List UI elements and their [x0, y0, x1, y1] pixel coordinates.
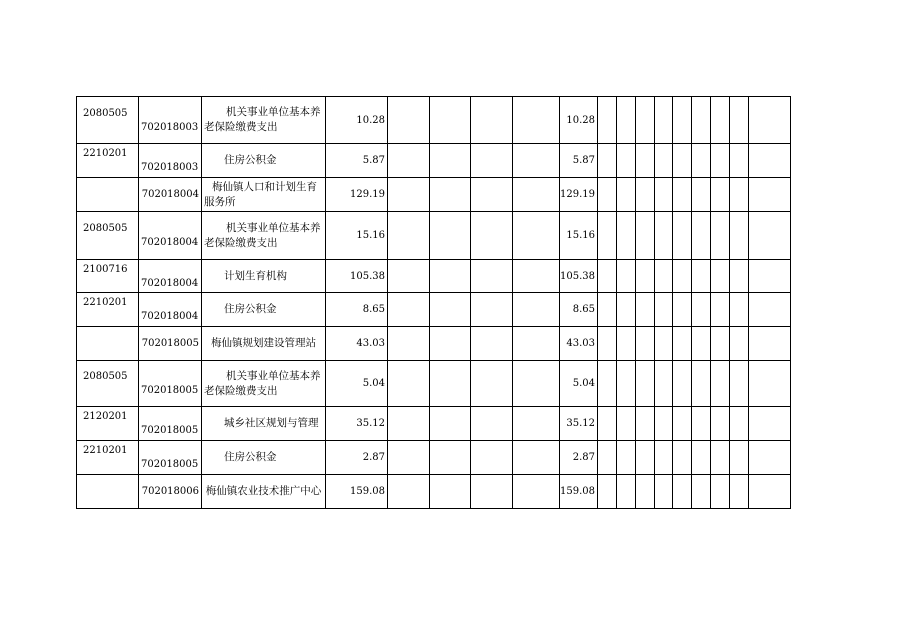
empty-cell [617, 441, 636, 475]
empty-cell [692, 293, 711, 327]
total-cell: 105.38 [560, 260, 598, 293]
empty-cell [730, 144, 749, 178]
unit-code-cell: 702018003 [139, 97, 202, 144]
amount-cell: 5.87 [326, 144, 388, 178]
empty-cell [730, 212, 749, 260]
empty-cell [430, 475, 471, 509]
unit-code-cell: 702018005 [139, 327, 202, 361]
empty-cell [513, 97, 560, 144]
empty-cell [692, 260, 711, 293]
empty-cell [673, 144, 692, 178]
empty-cell [749, 327, 791, 361]
empty-cell [430, 178, 471, 212]
empty-cell [692, 144, 711, 178]
empty-cell [711, 212, 730, 260]
unit-code-cell: 702018003 [139, 144, 202, 178]
empty-cell [711, 178, 730, 212]
amount-cell: 5.04 [326, 361, 388, 407]
empty-cell [730, 361, 749, 407]
empty-cell [711, 144, 730, 178]
empty-cell [636, 97, 655, 144]
empty-cell [617, 97, 636, 144]
func-code-cell: 2210201 [77, 144, 139, 178]
unit-code-cell: 702018004 [139, 178, 202, 212]
table-row [77, 293, 791, 327]
empty-cell [655, 293, 673, 327]
item-name-cell: 城乡社区规划与管理 [202, 407, 326, 441]
empty-cell [655, 178, 673, 212]
empty-cell [617, 327, 636, 361]
func-code-cell: 2080505 [77, 212, 139, 260]
empty-cell [471, 407, 513, 441]
empty-cell [430, 407, 471, 441]
empty-cell [617, 361, 636, 407]
empty-cell [388, 260, 430, 293]
empty-cell [749, 361, 791, 407]
empty-cell [513, 475, 560, 509]
empty-cell [388, 407, 430, 441]
empty-cell [636, 293, 655, 327]
empty-cell [598, 441, 617, 475]
amount-cell: 8.65 [326, 293, 388, 327]
unit-code-cell: 702018004 [139, 212, 202, 260]
empty-cell [673, 475, 692, 509]
empty-cell [598, 260, 617, 293]
empty-cell [730, 260, 749, 293]
empty-cell [730, 293, 749, 327]
item-name-cell: 机关事业单位基本养老保险缴费支出 [202, 97, 326, 144]
empty-cell [636, 178, 655, 212]
empty-cell [749, 178, 791, 212]
empty-cell [430, 97, 471, 144]
table-row [77, 475, 791, 509]
empty-cell [749, 293, 791, 327]
empty-cell [471, 97, 513, 144]
unit-code-cell: 702018005 [139, 361, 202, 407]
empty-cell [598, 361, 617, 407]
table-row [77, 441, 791, 475]
empty-cell [673, 441, 692, 475]
empty-cell [730, 97, 749, 144]
empty-cell [598, 212, 617, 260]
empty-cell [692, 327, 711, 361]
empty-cell [673, 97, 692, 144]
empty-cell [749, 212, 791, 260]
empty-cell [388, 178, 430, 212]
table-row [77, 97, 791, 144]
empty-cell [673, 361, 692, 407]
empty-cell [388, 475, 430, 509]
empty-cell [692, 361, 711, 407]
table-row [77, 144, 791, 178]
empty-cell [749, 144, 791, 178]
item-name-cell: 住房公积金 [202, 293, 326, 327]
table-row [77, 212, 791, 260]
empty-cell [692, 407, 711, 441]
empty-cell [430, 441, 471, 475]
empty-cell [388, 293, 430, 327]
amount-cell: 35.12 [326, 407, 388, 441]
empty-cell [655, 361, 673, 407]
empty-cell [513, 293, 560, 327]
empty-cell [598, 178, 617, 212]
empty-cell [636, 475, 655, 509]
table-row [77, 178, 791, 212]
empty-cell [711, 475, 730, 509]
empty-cell [673, 407, 692, 441]
empty-cell [711, 97, 730, 144]
empty-cell [598, 293, 617, 327]
empty-cell [598, 144, 617, 178]
budget-table [76, 96, 791, 509]
empty-cell [617, 212, 636, 260]
empty-cell [673, 327, 692, 361]
empty-cell [513, 178, 560, 212]
func-code-cell: 2080505 [77, 361, 139, 407]
amount-cell: 129.19 [326, 178, 388, 212]
empty-cell [673, 260, 692, 293]
empty-cell [430, 293, 471, 327]
empty-cell [749, 407, 791, 441]
empty-cell [430, 327, 471, 361]
table-row [77, 361, 791, 407]
empty-cell [513, 407, 560, 441]
empty-cell [711, 407, 730, 441]
empty-cell [598, 407, 617, 441]
empty-cell [636, 260, 655, 293]
empty-cell [617, 144, 636, 178]
empty-cell [636, 144, 655, 178]
empty-cell [655, 407, 673, 441]
empty-cell [513, 212, 560, 260]
func-code-cell: 2210201 [77, 441, 139, 475]
empty-cell [430, 260, 471, 293]
item-name-cell: 梅仙镇人口和计划生育服务所 [202, 178, 326, 212]
func-code-cell: 2120201 [77, 407, 139, 441]
total-cell: 5.04 [560, 361, 598, 407]
empty-cell [711, 361, 730, 407]
empty-cell [388, 144, 430, 178]
total-cell: 159.08 [560, 475, 598, 509]
table-row [77, 407, 791, 441]
amount-cell: 43.03 [326, 327, 388, 361]
item-name-cell: 机关事业单位基本养老保险缴费支出 [202, 212, 326, 260]
func-code-cell [77, 475, 139, 509]
empty-cell [749, 475, 791, 509]
empty-cell [598, 327, 617, 361]
empty-cell [655, 144, 673, 178]
empty-cell [655, 212, 673, 260]
item-name-cell: 梅仙镇规划建设管理站 [202, 327, 326, 361]
empty-cell [655, 327, 673, 361]
func-code-cell: 2080505 [77, 97, 139, 144]
empty-cell [730, 327, 749, 361]
item-name-cell: 住房公积金 [202, 144, 326, 178]
amount-cell: 2.87 [326, 441, 388, 475]
empty-cell [598, 475, 617, 509]
amount-cell: 105.38 [326, 260, 388, 293]
empty-cell [655, 260, 673, 293]
empty-cell [388, 212, 430, 260]
empty-cell [730, 475, 749, 509]
empty-cell [388, 327, 430, 361]
total-cell: 129.19 [560, 178, 598, 212]
empty-cell [730, 178, 749, 212]
empty-cell [749, 97, 791, 144]
total-cell: 35.12 [560, 407, 598, 441]
item-name-cell: 机关事业单位基本养老保险缴费支出 [202, 361, 326, 407]
empty-cell [636, 212, 655, 260]
empty-cell [711, 441, 730, 475]
empty-cell [673, 178, 692, 212]
empty-cell [513, 260, 560, 293]
empty-cell [513, 361, 560, 407]
empty-cell [617, 293, 636, 327]
empty-cell [388, 441, 430, 475]
empty-cell [692, 475, 711, 509]
amount-cell: 15.16 [326, 212, 388, 260]
empty-cell [513, 327, 560, 361]
empty-cell [655, 475, 673, 509]
empty-cell [692, 178, 711, 212]
empty-cell [388, 361, 430, 407]
empty-cell [673, 212, 692, 260]
total-cell: 8.65 [560, 293, 598, 327]
empty-cell [711, 260, 730, 293]
empty-cell [673, 293, 692, 327]
empty-cell [513, 441, 560, 475]
total-cell: 15.16 [560, 212, 598, 260]
empty-cell [471, 212, 513, 260]
empty-cell [655, 441, 673, 475]
empty-cell [471, 361, 513, 407]
func-code-cell: 2100716 [77, 260, 139, 293]
table-row [77, 327, 791, 361]
empty-cell [636, 441, 655, 475]
func-code-cell [77, 327, 139, 361]
total-cell: 10.28 [560, 97, 598, 144]
empty-cell [692, 212, 711, 260]
empty-cell [598, 97, 617, 144]
empty-cell [692, 441, 711, 475]
empty-cell [617, 260, 636, 293]
empty-cell [513, 144, 560, 178]
empty-cell [711, 293, 730, 327]
empty-cell [617, 475, 636, 509]
unit-code-cell: 702018004 [139, 260, 202, 293]
total-cell: 43.03 [560, 327, 598, 361]
item-name-cell: 住房公积金 [202, 441, 326, 475]
empty-cell [636, 327, 655, 361]
func-code-cell [77, 178, 139, 212]
empty-cell [749, 441, 791, 475]
empty-cell [430, 144, 471, 178]
empty-cell [388, 97, 430, 144]
func-code-cell: 2210201 [77, 293, 139, 327]
empty-cell [471, 475, 513, 509]
amount-cell: 10.28 [326, 97, 388, 144]
empty-cell [730, 407, 749, 441]
empty-cell [471, 441, 513, 475]
table-row [77, 260, 791, 293]
empty-cell [636, 407, 655, 441]
unit-code-cell: 702018004 [139, 293, 202, 327]
empty-cell [430, 361, 471, 407]
empty-cell [636, 361, 655, 407]
unit-code-cell: 702018005 [139, 407, 202, 441]
unit-code-cell: 702018006 [139, 475, 202, 509]
empty-cell [471, 260, 513, 293]
total-cell: 5.87 [560, 144, 598, 178]
empty-cell [471, 144, 513, 178]
empty-cell [430, 212, 471, 260]
empty-cell [711, 327, 730, 361]
empty-cell [617, 178, 636, 212]
empty-cell [692, 97, 711, 144]
empty-cell [730, 441, 749, 475]
table-body [77, 97, 791, 509]
amount-cell: 159.08 [326, 475, 388, 509]
empty-cell [471, 327, 513, 361]
empty-cell [471, 178, 513, 212]
item-name-cell: 梅仙镇农业技术推广中心 [202, 475, 326, 509]
empty-cell [471, 293, 513, 327]
empty-cell [617, 407, 636, 441]
empty-cell [749, 260, 791, 293]
unit-code-cell: 702018005 [139, 441, 202, 475]
empty-cell [655, 97, 673, 144]
total-cell: 2.87 [560, 441, 598, 475]
item-name-cell: 计划生育机构 [202, 260, 326, 293]
